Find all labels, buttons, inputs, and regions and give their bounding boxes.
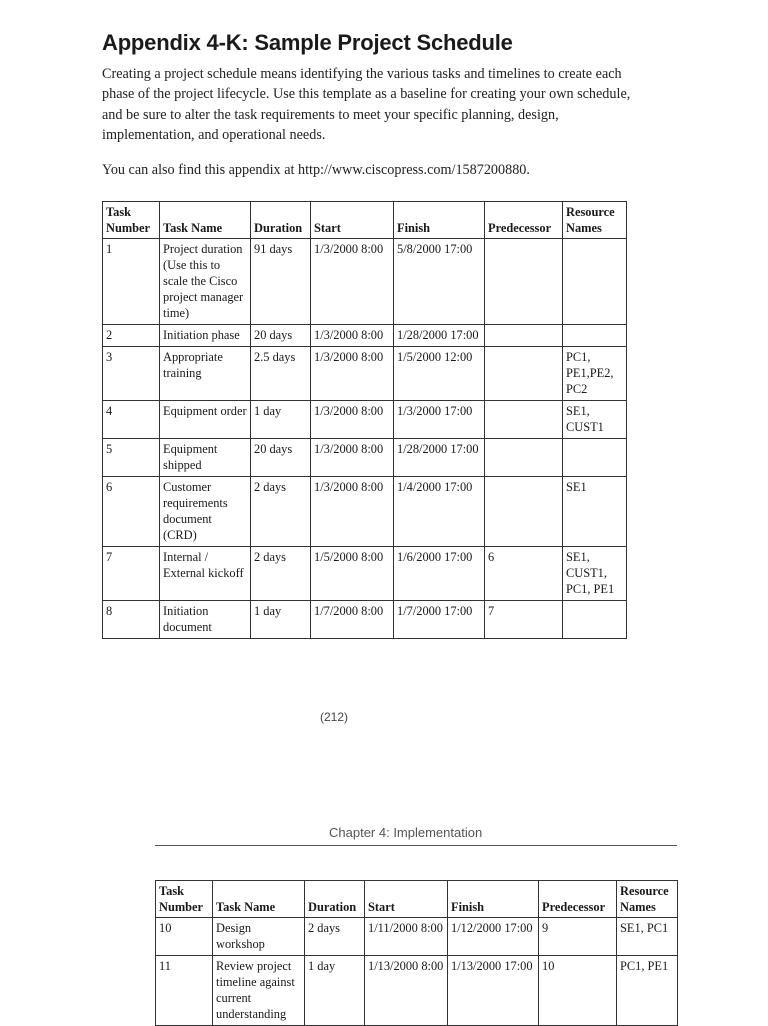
cell-resource-names: PC1, PE1,PE2, PC2	[563, 347, 627, 401]
table-row	[103, 325, 627, 347]
cell-predecessor	[485, 477, 563, 547]
cell-start: 1/3/2000 8:00	[311, 239, 394, 325]
cell-finish: 1/28/2000 17:00	[394, 439, 485, 477]
chapter-header: Chapter 4: Implementation	[329, 825, 483, 840]
col-header-resource-names: Resource Names	[617, 881, 678, 918]
cell-task-name: Equipment order	[160, 401, 251, 439]
cell-resource-names	[563, 601, 627, 639]
col-header-duration: Duration	[305, 881, 365, 918]
col-header-finish: Finish	[448, 881, 539, 918]
cell-start: 1/3/2000 8:00	[311, 325, 394, 347]
cell-duration: 1 day	[305, 956, 365, 1026]
table-row	[103, 401, 627, 439]
cell-start: 1/11/2000 8:00	[365, 918, 448, 956]
table-row	[156, 956, 678, 1026]
cell-task-name: Internal / External kickoff	[160, 547, 251, 601]
col-header-task-number: Task Number	[156, 881, 213, 918]
cell-finish: 1/6/2000 17:00	[394, 547, 485, 601]
page-title: Appendix 4-K: Sample Project Schedule	[102, 30, 513, 55]
cell-task-name: Design workshop	[213, 918, 305, 956]
cell-duration: 2 days	[305, 918, 365, 956]
col-header-predecessor: Predecessor	[539, 881, 617, 918]
cell-finish: 1/28/2000 17:00	[394, 325, 485, 347]
cell-start: 1/3/2000 8:00	[311, 347, 394, 401]
cell-task-number: 10	[156, 918, 213, 956]
cell-predecessor: 9	[539, 918, 617, 956]
cell-start: 1/3/2000 8:00	[311, 401, 394, 439]
col-header-task-name: Task Name	[213, 881, 305, 918]
table-header-row	[103, 202, 627, 239]
cell-finish: 1/12/2000 17:00	[448, 918, 539, 956]
table-row	[103, 547, 627, 601]
cell-task-name: Initiation phase	[160, 325, 251, 347]
cell-duration: 2 days	[251, 477, 311, 547]
cell-predecessor	[485, 347, 563, 401]
cell-duration: 91 days	[251, 239, 311, 325]
cell-task-number: 6	[103, 477, 160, 547]
header-divider	[155, 845, 677, 846]
cell-task-number: 2	[103, 325, 160, 347]
cell-start: 1/5/2000 8:00	[311, 547, 394, 601]
cell-task-name: Equipment shipped	[160, 439, 251, 477]
table-row	[103, 439, 627, 477]
col-header-task-number: Task Number	[103, 202, 160, 239]
table-row	[103, 239, 627, 325]
table-row	[156, 918, 678, 956]
col-header-predecessor: Predecessor	[485, 202, 563, 239]
cell-task-number: 3	[103, 347, 160, 401]
cell-predecessor	[485, 239, 563, 325]
cell-task-name: Project duration (Use this to scale the Cisco project manager time)	[160, 239, 251, 325]
page-number: (212)	[320, 710, 349, 724]
cell-duration: 1 day	[251, 401, 311, 439]
project-schedule-table	[102, 201, 627, 639]
intro-paragraph: Creating a project schedule means identifying the various tasks and timelines to create each phase of the project lifecycle. Use this template as a baseline for creating your own schedule, and be sure to alter the task requirements to meet your specific planning, design, implementation, and operational needs.	[102, 66, 631, 143]
intro-text	[102, 64, 632, 145]
cell-task-number: 11	[156, 956, 213, 1026]
cell-predecessor: 7	[485, 601, 563, 639]
table-row	[103, 477, 627, 547]
cell-task-name: Appropriate training	[160, 347, 251, 401]
cell-resource-names	[563, 325, 627, 347]
cell-resource-names: PC1, PE1	[617, 956, 678, 1026]
project-schedule-table-continued	[155, 880, 678, 1026]
cell-task-name: Review project timeline against current understanding	[213, 956, 305, 1026]
cell-task-number: 4	[103, 401, 160, 439]
cell-resource-names	[563, 439, 627, 477]
cell-finish: 1/7/2000 17:00	[394, 601, 485, 639]
col-header-duration: Duration	[251, 202, 311, 239]
cell-start: 1/3/2000 8:00	[311, 439, 394, 477]
cell-finish: 1/4/2000 17:00	[394, 477, 485, 547]
cell-duration: 20 days	[251, 325, 311, 347]
cell-task-number: 7	[103, 547, 160, 601]
col-header-start: Start	[311, 202, 394, 239]
cell-resource-names: SE1, CUST1	[563, 401, 627, 439]
col-header-start: Start	[365, 881, 448, 918]
col-header-resource-names: Resource Names	[563, 202, 627, 239]
cell-predecessor	[485, 325, 563, 347]
table-row	[103, 347, 627, 401]
cell-task-name: Customer requirements document (CRD)	[160, 477, 251, 547]
cell-task-name: Initiation document	[160, 601, 251, 639]
cell-finish: 1/5/2000 12:00	[394, 347, 485, 401]
cell-duration: 1 day	[251, 601, 311, 639]
cell-task-number: 1	[103, 239, 160, 325]
col-header-finish: Finish	[394, 202, 485, 239]
cell-resource-names: SE1, CUST1, PC1, PE1	[563, 547, 627, 601]
cell-predecessor: 6	[485, 547, 563, 601]
table-header-row	[156, 881, 678, 918]
cell-duration: 2.5 days	[251, 347, 311, 401]
cell-finish: 5/8/2000 17:00	[394, 239, 485, 325]
cell-resource-names	[563, 239, 627, 325]
cell-duration: 2 days	[251, 547, 311, 601]
cell-task-number: 8	[103, 601, 160, 639]
col-header-task-name: Task Name	[160, 202, 251, 239]
cell-predecessor: 10	[539, 956, 617, 1026]
cell-start: 1/7/2000 8:00	[311, 601, 394, 639]
cell-finish: 1/13/2000 17:00	[448, 956, 539, 1026]
cell-resource-names: SE1	[563, 477, 627, 547]
cell-resource-names: SE1, PC1	[617, 918, 678, 956]
cell-predecessor	[485, 401, 563, 439]
cell-start: 1/3/2000 8:00	[311, 477, 394, 547]
cell-finish: 1/3/2000 17:00	[394, 401, 485, 439]
table-row	[103, 601, 627, 639]
cell-task-number: 5	[103, 439, 160, 477]
cell-duration: 20 days	[251, 439, 311, 477]
cell-start: 1/13/2000 8:00	[365, 956, 448, 1026]
cell-predecessor	[485, 439, 563, 477]
appendix-url-note: You can also find this appendix at http://www.ciscopress.com/1587200880.	[102, 162, 530, 178]
